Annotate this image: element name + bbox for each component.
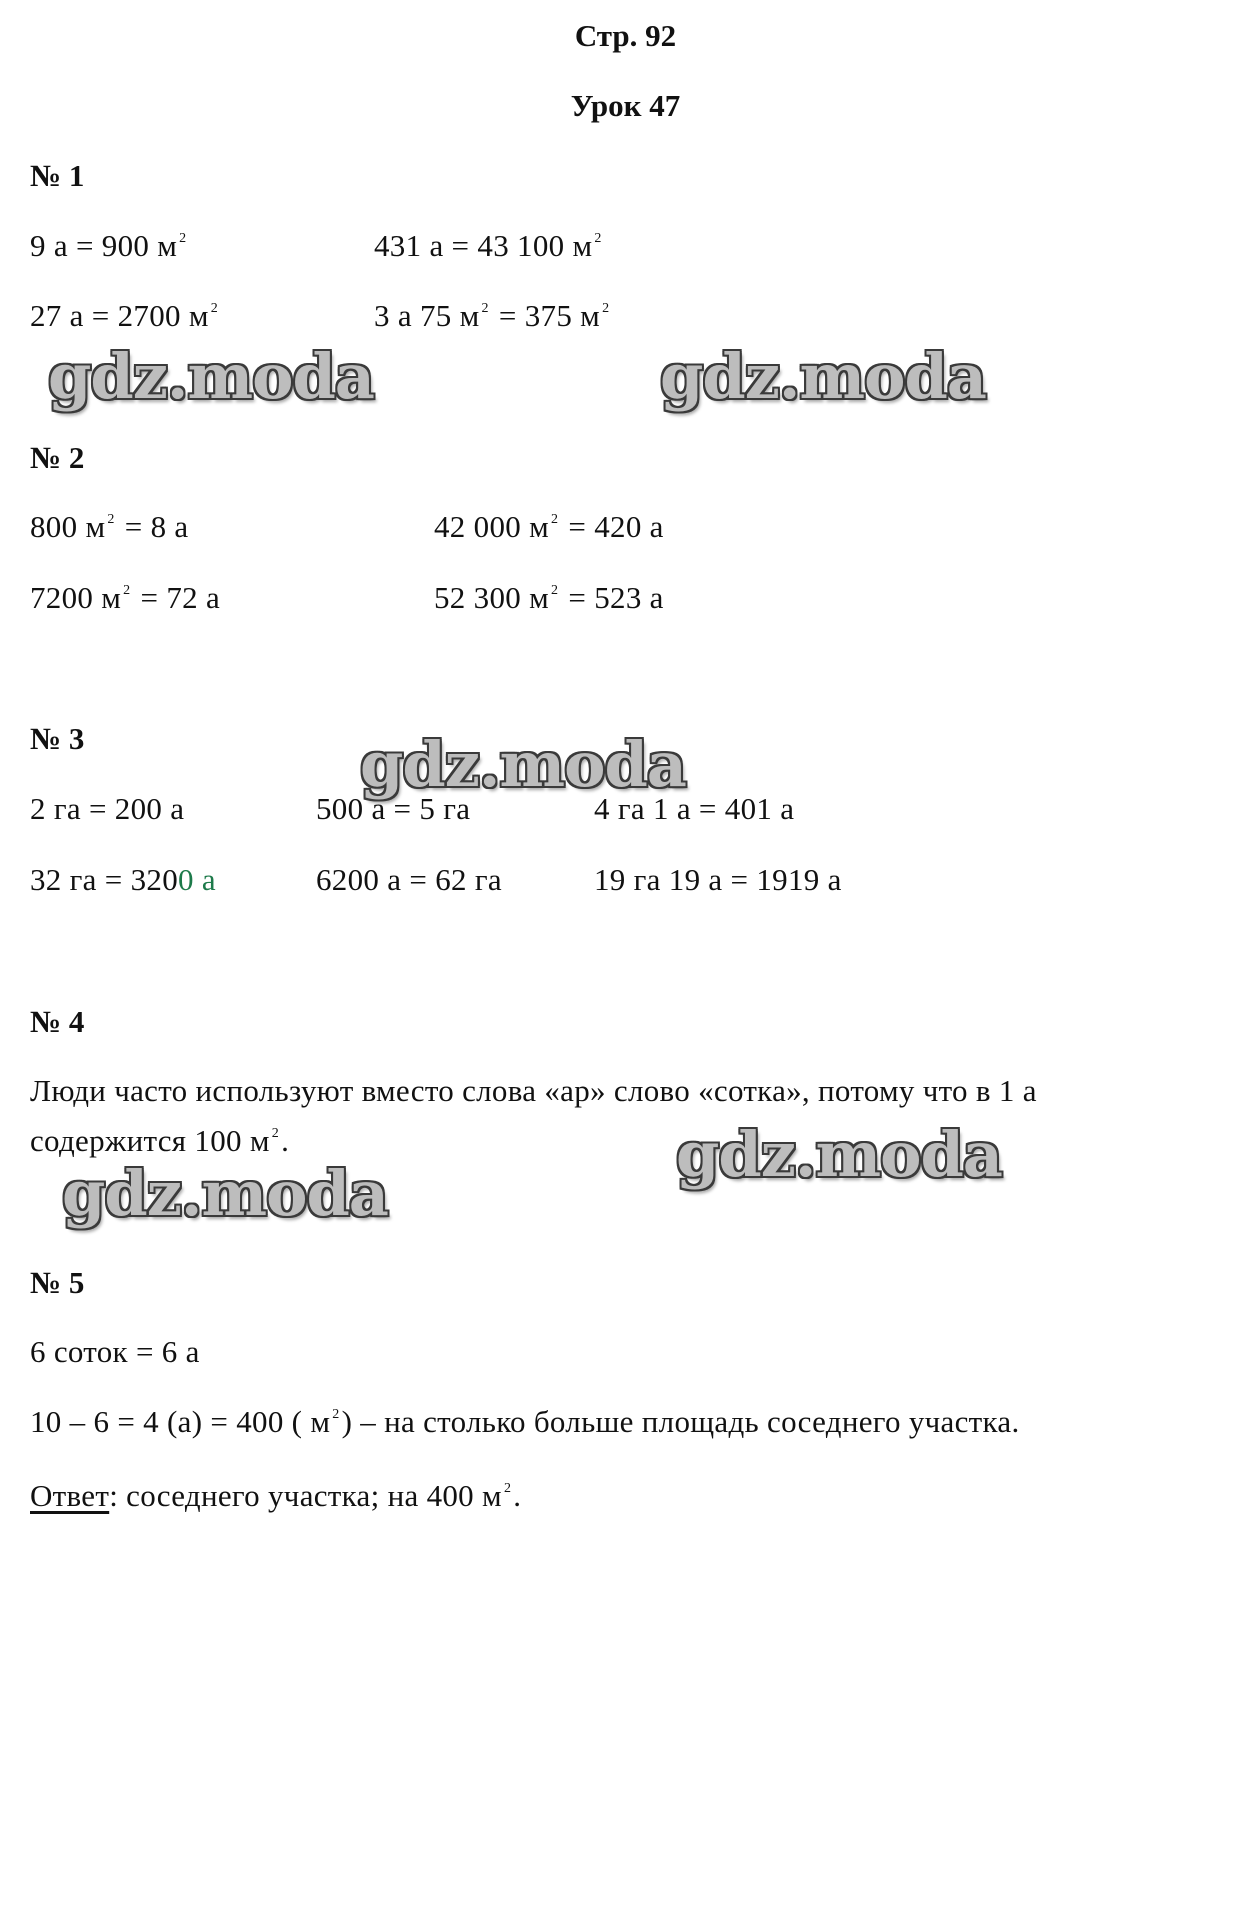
watermark-logo: gdz.moda [660,340,986,413]
task-2-eq-b: 42 000 м $^2$ = 420 а [434,509,664,544]
task-4-text-line-1: Люди часто используют вместо слова «ар» слово «сотка», потому что в 1 а [30,1073,1037,1108]
task-3-title: № 3 [30,721,85,756]
task-3-eq-e: 6200 а = 62 га [316,862,502,897]
task-2-eq-d: 52 300 м $^2$ = 523 а [434,580,664,615]
task-2-eq-a: 800 м $^2$ = 8 а [30,509,189,544]
task-1-eq-b: 431 а = 43 100 м $^2$ [374,228,602,263]
task-4-text-line-2: содержится 100 м $^2$. [30,1123,290,1158]
task-3-eq-a: 2 га = 200 а [30,791,185,826]
answer-label: Ответ [30,1478,110,1513]
watermark-logo: gdz.moda [360,728,686,801]
watermark-logo: gdz.moda [62,1157,388,1230]
task-3-eq-b: 500 а = 5 га [316,791,471,826]
task-5-title: № 5 [30,1265,85,1300]
task-3-eq-c: 4 га 1 а = 401 а [594,791,795,826]
task-4-title: № 4 [30,1004,85,1039]
task-2-eq-c: 7200 м $^2$ = 72 а [30,580,221,615]
page-number: Стр. 92 [574,18,677,53]
task-1-title: № 1 [30,158,85,193]
task-1-eq-c: 27 а = 2700 м $^2$ [30,298,219,333]
watermark-logo: gdz.moda [48,340,374,413]
task-5-answer: Ответ: соседнего участка; на 400 м $^2$. [30,1478,522,1513]
task-3-eq-f: 19 га 19 а = 1919 а [594,862,842,897]
task-3-eq-d: 32 га = 3200 а [30,862,216,897]
task-5-line-1: 6 соток = 6 а [30,1334,200,1369]
task-5-line-2: 10 – 6 = 4 (а) = 400 ( м $^2$) – на столько больше площадь соседнего участка. [30,1404,1020,1439]
task-1-eq-a: 9 а = 900 м $^2$ [30,228,187,263]
lesson-title: Урок 47 [570,88,681,123]
task-1-eq-d: 3 а 75 м $^2$ = 375 м $^2$ [374,298,610,333]
task-2-title: № 2 [30,440,85,475]
watermark-logo: gdz.moda [676,1118,1002,1191]
